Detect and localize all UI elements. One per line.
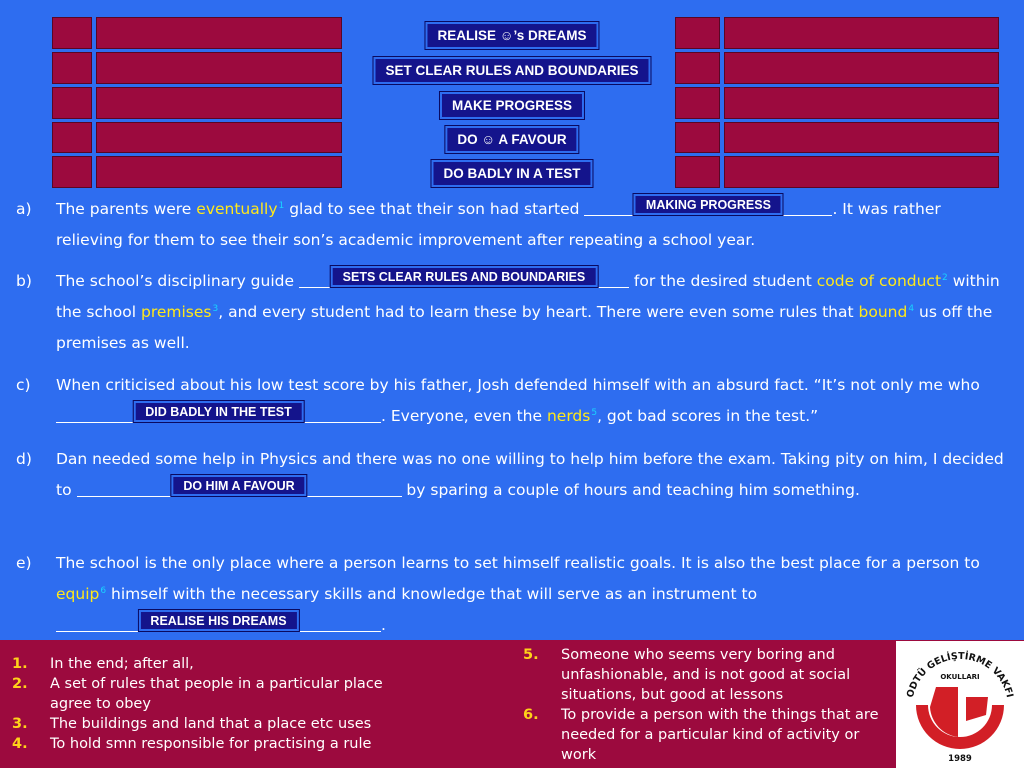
- right-box-small-2: [675, 52, 720, 84]
- glossary-list-left: [12, 654, 422, 754]
- answer-blank[interactable]: [56, 616, 381, 632]
- right-box-wide-3: [724, 87, 999, 119]
- keyword: equip: [56, 585, 100, 603]
- footnote-ref: 6: [100, 586, 107, 596]
- item-text: The parents were eventually$^1$ glad to see that their son had started MAKING PROGRESS . It was rather relieving for them to see their son’s academic improvement after repeating a school year.: [56, 194, 1011, 256]
- right-box-small-5: [675, 156, 720, 188]
- keyword: bound: [858, 303, 908, 321]
- right-box-small-3: [675, 87, 720, 119]
- answer-blank[interactable]: [299, 272, 629, 288]
- svg-text:OKULLARI: OKULLARI: [940, 673, 980, 681]
- answer-chip[interactable]: MAKING PROGRESS: [634, 194, 783, 215]
- left-box-small-5: [52, 156, 92, 188]
- phrase-realise-dreams[interactable]: REALISE ☺’s DREAMS: [425, 22, 598, 49]
- right-box-wide-5: [724, 156, 999, 188]
- left-box-small-4: [52, 122, 92, 153]
- footnote-ref: 2: [942, 273, 948, 283]
- svg-text:ODTÜ GELİŞTİRME VAKFI: ODTÜ GELİŞTİRME VAKFI: [904, 650, 1015, 699]
- right-box-wide-4: [724, 122, 999, 153]
- footnote-ref: 1: [278, 201, 285, 211]
- phrase-do-badly-in-a-test[interactable]: DO BADLY IN A TEST: [431, 160, 592, 187]
- phrase-do-a-favour[interactable]: DO ☺ A FAVOUR: [445, 126, 578, 153]
- item-label: e): [16, 554, 32, 572]
- footnote-ref: 4: [908, 304, 915, 314]
- footnote-ref: 3: [212, 304, 219, 314]
- left-box-wide-1: [96, 17, 342, 49]
- item-text: When criticised about his low test score by his father, Josh defended himself with an absurd fact. “It’s not only me who DID BADLY IN THE TEST . Everyone, even the nerds$^5$, got bad scores in the test.”: [56, 376, 980, 425]
- glossary-footer: [0, 640, 1024, 768]
- school-logo: [896, 641, 1024, 768]
- left-box-wide-3: [96, 87, 342, 119]
- left-box-wide-2: [96, 52, 342, 84]
- glossary-item: 3. The buildings and land that a place etc uses: [12, 716, 372, 732]
- phrase-make-progress[interactable]: MAKE PROGRESS: [440, 92, 584, 119]
- glossary-list-right: [523, 645, 891, 765]
- keyword: eventually: [196, 200, 278, 218]
- right-box-wide-1: [724, 17, 999, 49]
- glossary-item: 6. To provide a person with the things that are needed for a particular kind of activity or work: [523, 707, 879, 763]
- right-box-wide-2: [724, 52, 999, 84]
- svg-text:1989: 1989: [948, 754, 972, 764]
- item-text: The school is the only place where a person learns to set himself realistic goals. It is also the best place for a person to equip$^6$ himself with the necessary skills and knowledge that will serve as an instrument to REALISE HIS DREAMS .: [56, 554, 980, 634]
- left-box-wide-4: [96, 122, 342, 153]
- phrase-set-clear-rules[interactable]: SET CLEAR RULES AND BOUNDARIES: [373, 57, 650, 84]
- glossary-item: 1. In the end; after all,: [12, 656, 194, 672]
- glossary-item: 5. Someone who seems very boring and unfashionable, and is not good at social situations, but good at lessons: [523, 647, 851, 703]
- answer-chip[interactable]: DID BADLY IN THE TEST: [133, 401, 304, 422]
- keyword: nerds: [546, 407, 591, 425]
- footnote-ref: 5: [591, 408, 598, 418]
- answer-chip[interactable]: SETS CLEAR RULES AND BOUNDARIES: [331, 266, 598, 287]
- item-label: d): [16, 450, 32, 468]
- answer-blank[interactable]: [56, 407, 381, 423]
- glossary-item: 2. A set of rules that people in a particular place agree to obey: [12, 676, 383, 712]
- left-box-small-1: [52, 17, 92, 49]
- item-label: b): [16, 272, 32, 290]
- right-box-small-4: [675, 122, 720, 153]
- glossary-item: 4. To hold smn responsible for practising a rule: [12, 736, 372, 752]
- left-box-small-3: [52, 87, 92, 119]
- answer-chip[interactable]: DO HIM A FAVOUR: [171, 475, 306, 496]
- keyword: code of conduct: [816, 272, 942, 290]
- item-label: a): [16, 200, 32, 218]
- answer-chip[interactable]: REALISE HIS DREAMS: [138, 610, 298, 631]
- item-text: Dan needed some help in Physics and there was no one willing to help him before the exam. Taking pity on him, I decided to DO HIM A FAVOUR by sparing a couple of hours and teaching him something.: [56, 450, 1004, 499]
- item-label: c): [16, 376, 31, 394]
- left-box-small-2: [52, 52, 92, 84]
- answer-blank[interactable]: [77, 481, 402, 497]
- left-box-wide-5: [96, 156, 342, 188]
- keyword: premises: [141, 303, 212, 321]
- item-text: The school’s disciplinary guide SETS CLEAR RULES AND BOUNDARIES for the desired student code of conduct$^2$ within the school premises$^3$, and every student had to learn these by heart. There were even some rules that bound$^4$ us off the premises as well.: [56, 266, 1011, 359]
- right-box-small-1: [675, 17, 720, 49]
- answer-blank[interactable]: [584, 200, 832, 216]
- school-logo-emblem: [896, 641, 1024, 768]
